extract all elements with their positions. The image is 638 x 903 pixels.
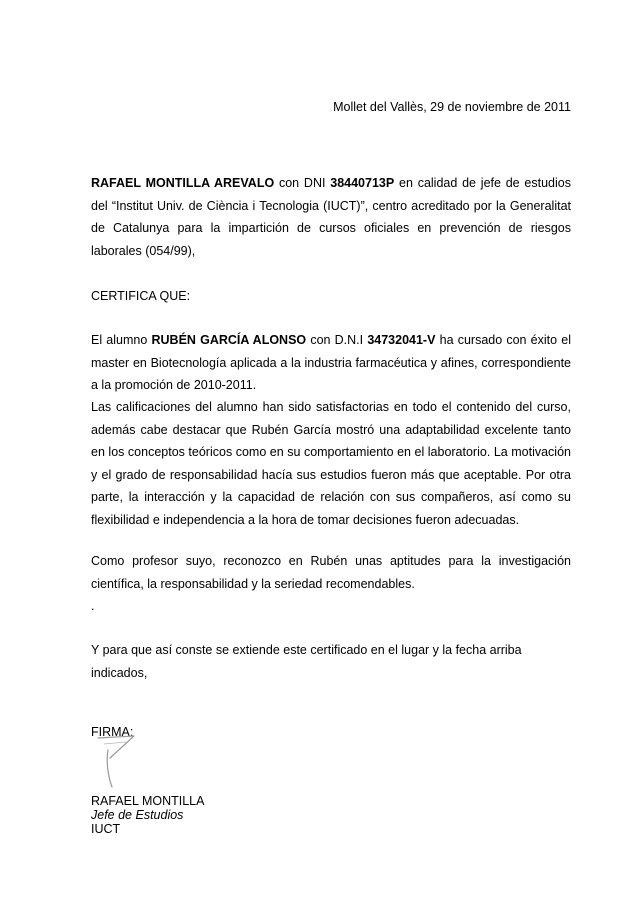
student-dni: 34732041-V — [367, 333, 436, 347]
certifica-heading: CERTIFICA QUE: — [91, 289, 191, 303]
intro-text-1: con DNI — [274, 176, 331, 190]
student-text-2: con D.N.I — [306, 333, 368, 347]
issuer-name: RAFAEL MONTILLA AREVALO — [91, 176, 275, 190]
intro-paragraph — [91, 172, 571, 262]
student-text-1: El alumno — [91, 333, 152, 347]
firma-label: FIRMA: — [91, 725, 134, 739]
recommendation-paragraph: Como profesor suyo, reconozco en Rubén unas aptitudes para la investigación científica, la responsabilidad y la seriedad recomendables. — [91, 554, 571, 591]
student-text-3: ha cursado con éxito el master en Biotecnología aplicada a la industria farmacéutica y afines, correspondiente a la promoción de 2010-2011. — [91, 333, 571, 392]
date-line: Mollet del Vallès, 29 de noviembre de 2011 — [333, 100, 571, 114]
student-paragraph — [91, 329, 571, 397]
handwritten-signature — [96, 732, 140, 790]
evaluation-paragraph: Las calificaciones del alumno han sido satisfactorias en todo el contenido del curso, además cabe destacar que Rubén García mostró una adaptabilidad excelente tanto en los conceptos teóricos como en su comportamiento en el laboratorio. La motivación y el grado de responsabilidad hacía sus estudios fueron más que aceptable. Por otra parte, la interacción y la capacidad de relación con sus compañeros, así como su flexibilidad e independencia a la hora de tomar decisiones fueron adecuadas. — [91, 400, 571, 527]
signer-block — [91, 794, 204, 836]
signer-name: RAFAEL MONTILLA — [91, 794, 205, 808]
student-name: RUBÉN GARCÍA ALONSO — [151, 333, 307, 347]
signer-org: IUCT — [91, 822, 121, 836]
intro-text-2: en calidad de jefe de estudios del “Institut Univ. de Ciència i Tecnologia (IUCT)”, centro acreditado por la Generalitat de Catalunya para la impartición de cursos oficiales en prevención de riesgos laborales (054/99), — [91, 176, 571, 258]
signer-title: Jefe de Estudios — [91, 808, 184, 822]
issuer-dni: 38440713P — [330, 176, 395, 190]
dot-line: . — [91, 599, 95, 613]
closing-paragraph: Y para que así conste se extiende este certificado en el lugar y la fecha arriba indicados, — [91, 643, 522, 680]
